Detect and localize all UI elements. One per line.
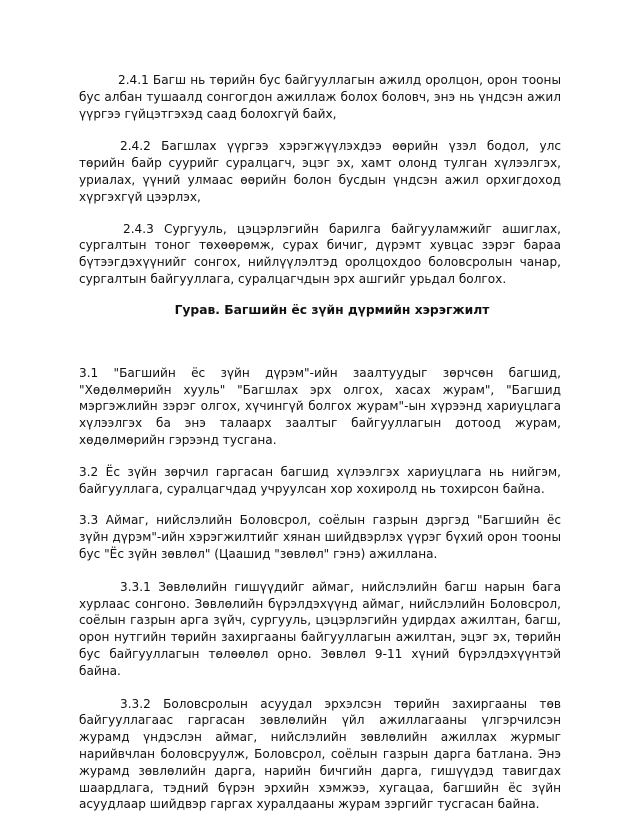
paragraph-3-3-2: 3.3.2 Боловсролын асуудал эрхэлсэн төрийн захиргааны төв байгууллагаас гаргасан зөвлөлийн үйл ажиллагааны үлгэрчилсэн журамд үндэслэн аймаг, нийслэлийн зөвлөлийн ажиллах журмыг нарийвчлан боловсруулж, Боловсрол, соёлын газрын дарга батлана. Энэ журамд зөвлөлийн дарга, нарийн бичгийн дарга, гишүүдэд тавигдах шаардлага, тэдний бүрэн эрхийн хэмжээ, хугацаа, багшийн ёс зүйн асуудлаар шийдвэр гаргах хуралдааны журам зэргийг тусгасан байна. [79, 696, 561, 812]
section-heading-3: Гурав. Багшийн ёс зүйн дүрмийн хэрэгжилт [174, 302, 490, 317]
paragraph-3-3-1: 3.3.1 Зөвлөлийн гишүүдийг аймаг, нийслэлийн багш нарын бага хурлаас сонгоно. Зөвлөлийн бүрэлдэхүүнд аймаг, нийслэлийн Боловсрол, соёлын газрын арга зүйч, сургууль, цэцэрлэгийн удирдах ажилтан, багш, орон нутгийн төрийн захиргааны байгууллагын ажилтан, эцэг эх, төрийн бус байгууллагын төлөөлөл орно. Зөвлөл 9-11 хүний бүрэлдэхүүнтэй байна. [79, 579, 561, 678]
paragraph-3-2: 3.2 Ёс зүйн зөрчил гаргасан багшид хүлээлгэх хариуцлага нь нийгэм, байгууллага, суралцагчдад учруулсан хор хохиролд нь тохирсон байна. [79, 464, 561, 496]
paragraph-2-4-3: 2.4.3 Сургууль, цэцэрлэгийн барилга байгууламжийг ашиглах, сургалтын тоног төхөөрөмж, сурах бичиг, дүрэмт хувцас зэрэг бараа бүтээгдэхүүнийг сонгох, нийлүүлэлтэд оролцохдоо боловсролын чанар, сургалтын байгууллага, суралцагчдын эрх ашгийг урьдал болгох. [79, 221, 561, 286]
paragraph-2-4-2: 2.4.2 Багшлах үүргээ хэрэгжүүлэхдээ өөрийн үзэл бодол, улс төрийн байр суурийг суралцагч, эцэг эх, хамт олонд тулган хүлээлгэх, уриалах, үүний улмаас өөрийн болон бусдын үндсэн ажил орхигдоход хүргэхгүй цээрлэх, [79, 139, 561, 204]
paragraph-2-4-1: 2.4.1 Багш нь төрийн бус байгууллагын ажилд оролцон, орон тооны бус албан тушаалд сонгогдон ажиллаж болох боловч, энэ нь үндсэн ажил үүргээ гүйцэтгэхэд саад болохгүй байх, [79, 73, 561, 121]
paragraph-3-3: 3.3 Аймаг, нийслэлийн Боловсрол, соёлын газрын дэргэд "Багшийн ёс зүйн дүрэм"-ийн хэрэгжилтийг хянан шийдвэрлэх үүрэг бүхий орон тооны бус "Ёс зүйн зөвлөл" (Цаашид "зөвлөл" гэнэ) ажиллана. [79, 513, 561, 561]
paragraph-3-1: 3.1 "Багшийн ёс зүйн дүрэм"-ийн заалтуудыг зөрчсөн багшид, "Хөдөлмөрийн хууль" "Багшлах эрх олгох, хасах журам", "Багшид мэргэжлийн зэрэг олгох, хүчингүй болгох журам"-ын хүрээнд хариуцлага хүлээлгэх ба энэ талаарх заалтыг байгууллагын дотоод журам, хөдөлмөрийн гэрээнд тусгана. [79, 365, 561, 447]
document-page [79, 72, 561, 813]
